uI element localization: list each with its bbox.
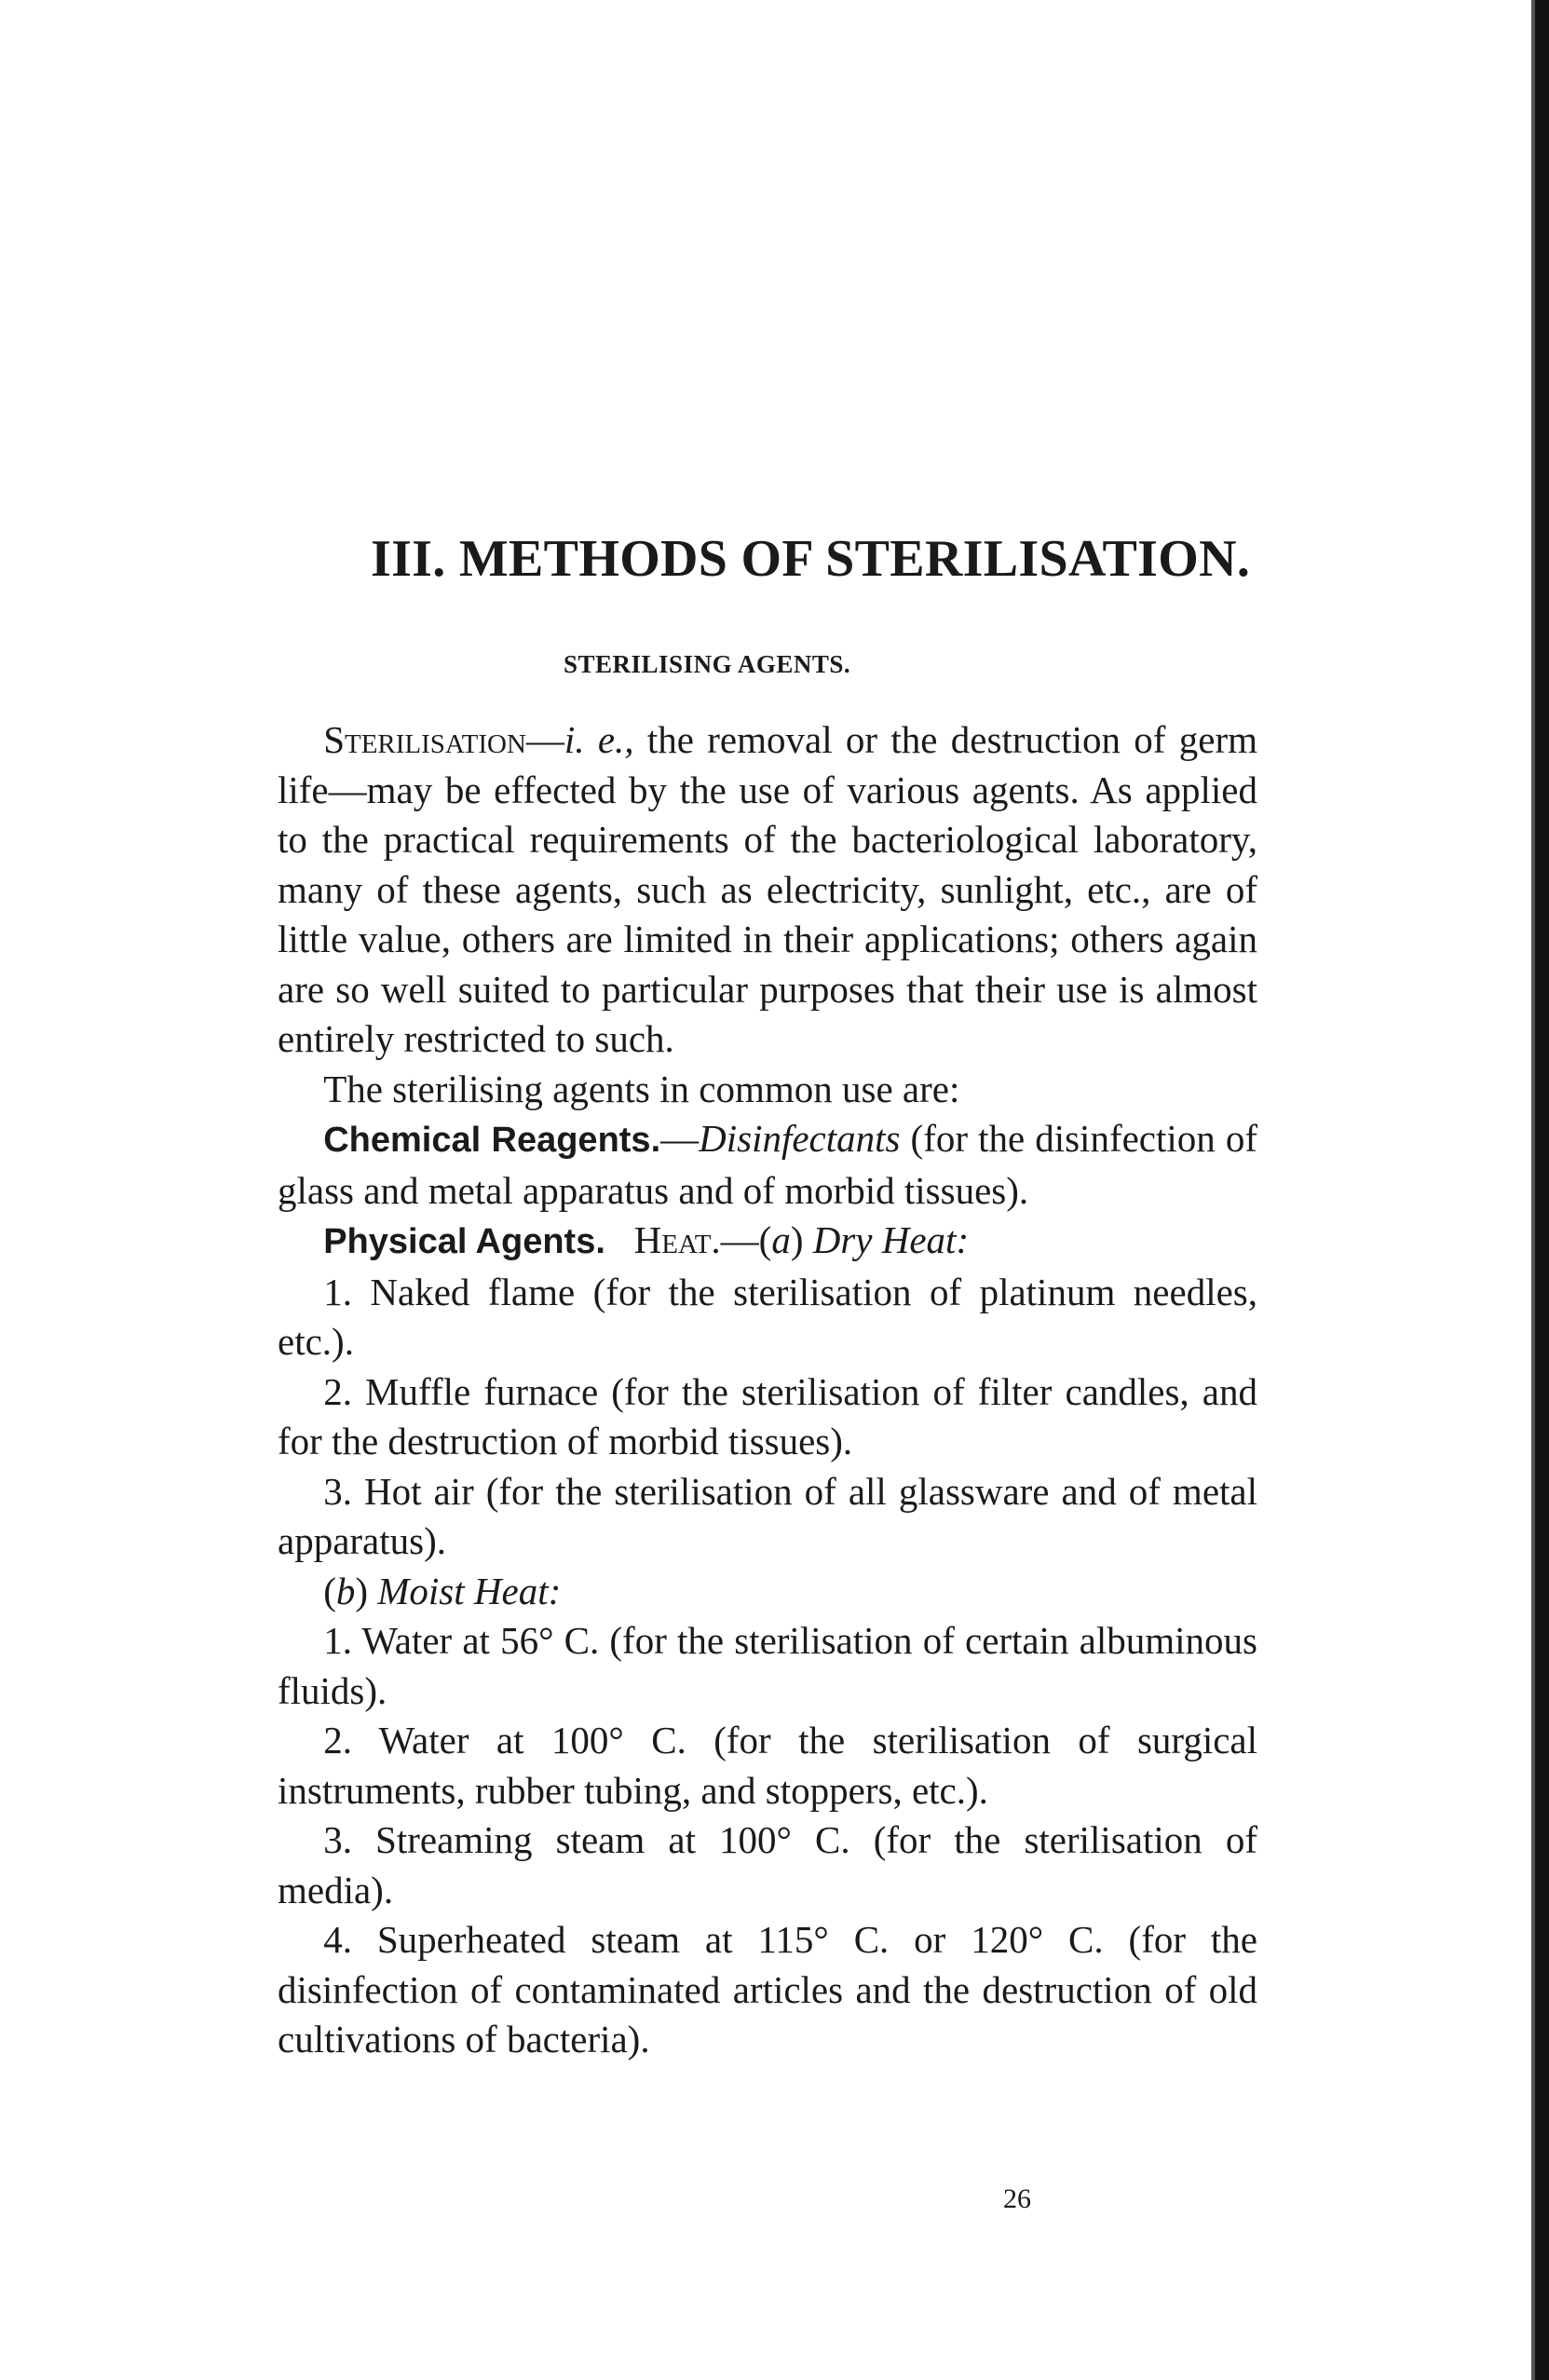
- moist-heat-open: (: [323, 1569, 336, 1612]
- dry-heat-item: 1. Naked flame (for the sterilisation of platinum needles, etc.).: [278, 1270, 1257, 1363]
- section-heading: STERILISING AGENTS.: [564, 650, 851, 678]
- body-text: [278, 715, 1257, 2065]
- dry-heat-item: 3. Hot air (for the sterilisation of all glassware and of metal apparatus).: [278, 1469, 1257, 1562]
- physical-agents-heading: Physical Agents.: [323, 1222, 605, 1261]
- moist-heat-letter: b: [335, 1569, 356, 1612]
- heat-close: ): [790, 1218, 813, 1261]
- moist-heat-item: 4. Superheated steam at 115° C. or 120° C. (for the disinfection of contaminated articles and the destruction of old cultivations of bacteria).: [278, 1918, 1257, 2060]
- heat-label: Heat: [633, 1218, 712, 1261]
- intro-text: the removal or the destruction of germ life—may be effected by the use of various agents. As applied to the practical requirements of the bacteriological laboratory, many of these agents, such as electricity, sunlight, etc., are of little value, others are limited in their applications; others again are so well suited to particular purposes that their use is almost entirely restricted to such.: [278, 718, 1257, 1060]
- dry-heat-item: 2. Muffle furnace (for the sterilisation of filter candles, and for the destruction of morbid tissues).: [278, 1369, 1257, 1462]
- intro-lead-dash: —: [525, 718, 564, 761]
- chapter-title: III. METHODS OF STERILISATION.: [371, 530, 1251, 588]
- moist-heat-item: 1. Water at 56° C. (for the sterilisation of certain albuminous fluids).: [278, 1619, 1257, 1712]
- common-use-paragraph: The sterilising agents in common use are:: [323, 1067, 960, 1110]
- chemical-reagents-italic: Disinfectants: [699, 1117, 901, 1160]
- chemical-reagents-heading: Chemical Reagents.: [323, 1121, 661, 1160]
- moist-heat-close: ): [355, 1569, 378, 1612]
- page-number: 26: [1003, 2183, 1031, 2214]
- moist-heat-heading: [278, 1567, 1257, 1617]
- chemical-reagents-text: (for the disinfection of glass and metal apparatus and of morbid tissues).: [278, 1117, 1257, 1212]
- intro-lead-italic: i. e.,: [564, 718, 634, 761]
- moist-heat-label: Moist Heat:: [377, 1569, 562, 1612]
- intro-paragraph: [278, 715, 1257, 1065]
- dry-heat-label: Dry Heat:: [812, 1218, 970, 1261]
- intro-lead: Sterilisation: [323, 718, 526, 761]
- binding-edge: [1535, 0, 1549, 2380]
- physical-agents-paragraph: [278, 1216, 1257, 1268]
- heat-rest: .—(: [711, 1218, 772, 1261]
- heat-letter: a: [771, 1218, 791, 1261]
- chemical-reagents-paragraph: [278, 1114, 1257, 1216]
- moist-heat-item: 2. Water at 100° C. (for the sterilisation of surgical instruments, rubber tubing, and stoppers, etc.).: [278, 1719, 1257, 1812]
- moist-heat-item: 3. Streaming steam at 100° C. (for the sterilisation of media).: [278, 1818, 1257, 1911]
- chemical-reagents-dash: —: [660, 1117, 700, 1160]
